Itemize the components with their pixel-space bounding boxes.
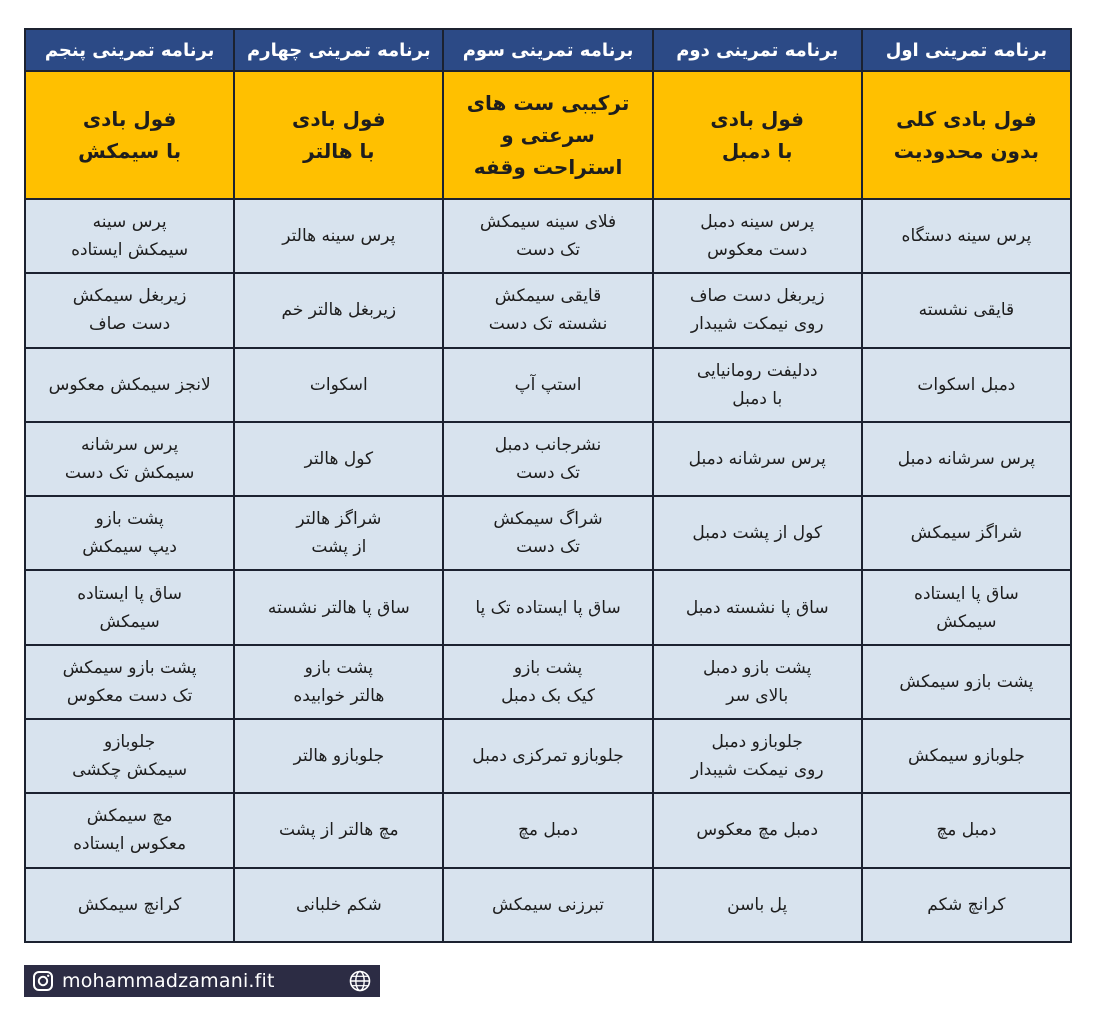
exercise-cell: جلوبازو تمرکزی دمبل [443, 719, 652, 793]
exercise-cell: کول هالتر [234, 422, 443, 496]
exercise-cell: جلوبازو سیمکش [862, 719, 1071, 793]
table-row [25, 496, 1071, 570]
exercise-cell: جلوبازو سیمکش چکشی [25, 719, 234, 793]
program-subtitle: فول بادی با دمبل [653, 71, 862, 199]
footer-handle: mohammadzamani.fit [62, 970, 275, 992]
exercise-cell: شراگز هالتر از پشت [234, 496, 443, 570]
exercise-cell: پشت بازو سیمکش [862, 645, 1071, 719]
table-row [25, 793, 1071, 867]
table-row [25, 645, 1071, 719]
exercise-cell: ساق پا ایستاده تک پا [443, 570, 652, 644]
exercise-cell: شراگز سیمکش [862, 496, 1071, 570]
exercise-cell: مچ هالتر از پشت [234, 793, 443, 867]
table-row [25, 348, 1071, 422]
exercise-cell: پرس سرشانه دمبل [862, 422, 1071, 496]
exercise-cell: پرس سینه دمبل دست معکوس [653, 199, 862, 273]
program-subtitle: فول بادی با هالتر [234, 71, 443, 199]
instagram-icon [32, 970, 54, 992]
table-row [25, 199, 1071, 273]
exercise-cell: مچ سیمکش معکوس ایستاده [25, 793, 234, 867]
exercise-cell: پرس سینه هالتر [234, 199, 443, 273]
exercise-cell: ساق پا ایستاده سیمکش [862, 570, 1071, 644]
program-subtitle: فول بادی کلی بدون محدودیت [862, 71, 1071, 199]
exercise-cell: لانجز سیمکش معکوس [25, 348, 234, 422]
exercise-cell: پشت بازو دیپ سیمکش [25, 496, 234, 570]
program-subtitle: ترکیبی ست های سرعتی و استراحت وقفه [443, 71, 652, 199]
exercise-cell: ساق پا هالتر نشسته [234, 570, 443, 644]
exercise-cell: زیربغل سیمکش دست صاف [25, 273, 234, 347]
exercise-cell: پرس سرشانه دمبل [653, 422, 862, 496]
exercise-cell: شراگ سیمکش تک دست [443, 496, 652, 570]
exercise-cell: پشت بازو کیک بک دمبل [443, 645, 652, 719]
exercise-cell: کرانچ سیمکش [25, 868, 234, 942]
program-title: برنامه تمرینی سوم [443, 29, 652, 71]
exercise-cell: نشرجانب دمبل تک دست [443, 422, 652, 496]
exercise-cell: ساق پا نشسته دمبل [653, 570, 862, 644]
exercise-cell: قایقی نشسته [862, 273, 1071, 347]
exercise-cell: پشت بازو دمبل بالای سر [653, 645, 862, 719]
program-title: برنامه تمرینی چهارم [234, 29, 443, 71]
table-row [25, 422, 1071, 496]
program-title: برنامه تمرینی دوم [653, 29, 862, 71]
exercise-cell: دمبل مچ [862, 793, 1071, 867]
program-subtitle-row [25, 71, 1071, 199]
exercise-cell: فلای سینه سیمکش تک دست [443, 199, 652, 273]
exercise-cell: زیربغل دست صاف روی نیمکت شیبدار [653, 273, 862, 347]
exercise-cell: پشت بازو هالتر خوابیده [234, 645, 443, 719]
program-title: برنامه تمرینی اول [862, 29, 1071, 71]
exercise-cell: پشت بازو سیمکش تک دست معکوس [25, 645, 234, 719]
exercise-cell: جلوبازو دمبل روی نیمکت شیبدار [653, 719, 862, 793]
exercise-cell: جلوبازو هالتر [234, 719, 443, 793]
exercise-cell: دمبل اسکوات [862, 348, 1071, 422]
globe-icon [348, 969, 372, 993]
exercise-cell: تبرزنی سیمکش [443, 868, 652, 942]
exercise-cell: ساق پا ایستاده سیمکش [25, 570, 234, 644]
exercise-cell: اسکوات [234, 348, 443, 422]
exercise-cell: استپ آپ [443, 348, 652, 422]
exercise-cell: شکم خلبانی [234, 868, 443, 942]
exercise-cell: پرس سینه دستگاه [862, 199, 1071, 273]
table-row [25, 273, 1071, 347]
exercise-cell: دمبل مچ [443, 793, 652, 867]
program-title: برنامه تمرینی پنجم [25, 29, 234, 71]
exercise-cell: پرس سرشانه سیمکش تک دست [25, 422, 234, 496]
program-subtitle: فول بادی با سیمکش [25, 71, 234, 199]
exercise-cell: قایقی سیمکش نشسته تک دست [443, 273, 652, 347]
exercise-cell: کرانچ شکم [862, 868, 1071, 942]
program-title-row [25, 29, 1071, 71]
table-row [25, 868, 1071, 942]
exercise-cell: پل باسن [653, 868, 862, 942]
table-row [25, 719, 1071, 793]
exercise-cell: دمبل مچ معکوس [653, 793, 862, 867]
exercise-cell: کول از پشت دمبل [653, 496, 862, 570]
exercise-cell: زیربغل هالتر خم [234, 273, 443, 347]
exercise-cell: پرس سینه سیمکش ایستاده [25, 199, 234, 273]
footer-badge [24, 965, 380, 997]
training-program-table [24, 28, 1072, 943]
table-row [25, 570, 1071, 644]
exercise-cell: ددلیفت رومانیایی با دمبل [653, 348, 862, 422]
